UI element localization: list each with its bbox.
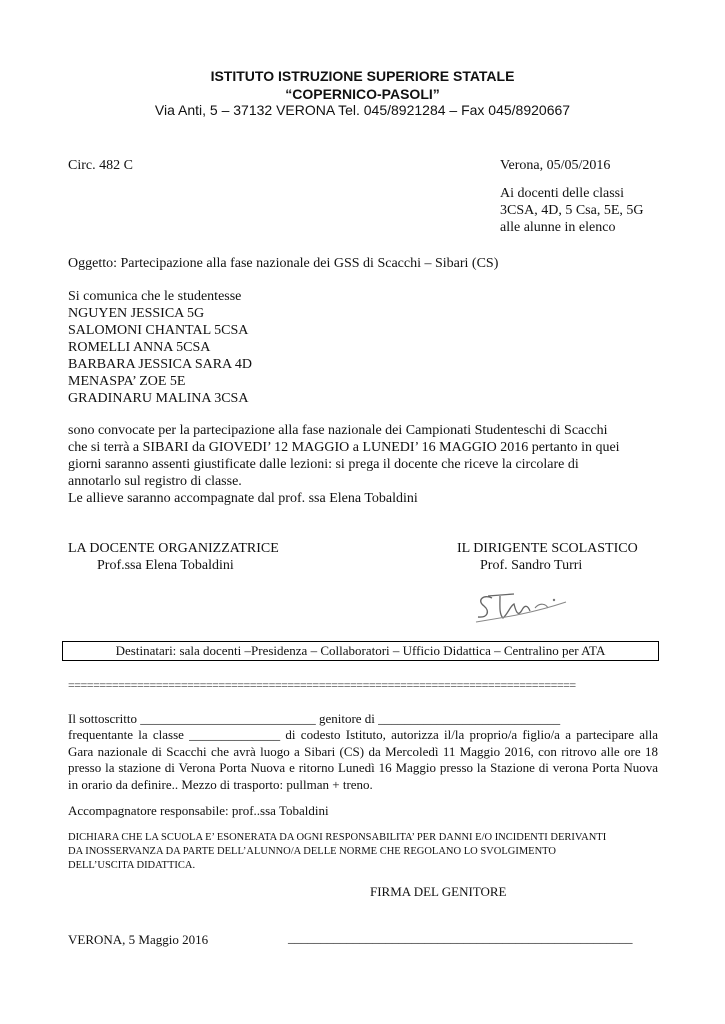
recipients-box: Destinatari: sala docenti –Presidenza – Collaboratori – Ufficio Didattica – Centralino per ATA xyxy=(62,641,659,661)
companion-line: Accompagnatore responsabile: prof..ssa Tobaldini xyxy=(68,803,329,818)
student-item: NGUYEN JESSICA 5G xyxy=(68,306,205,321)
left-signatory-role: LA DOCENTE ORGANIZZATRICE xyxy=(68,541,279,556)
student-item: ROMELLI ANNA 5CSA xyxy=(68,340,211,355)
left-signatory-name: Prof.ssa Elena Tobaldini xyxy=(97,558,234,573)
body-line: annotarlo sul registro di classe. xyxy=(68,474,242,489)
declaration-line: DA INOSSERVANZA DA PARTE DELL’ALUNNO/A DELLE NORME CHE REGOLANO LO SVOLGIMENTO xyxy=(68,846,556,857)
recipient-line: alle alunne in elenco xyxy=(500,220,616,235)
student-item: GRADINARU MALINA 3CSA xyxy=(68,391,249,406)
recipient-line: Ai docenti delle classi xyxy=(500,186,625,201)
recipients-block xyxy=(500,185,644,236)
parent-signature-label: FIRMA DEL GENITORE xyxy=(370,884,507,899)
body-line: giorni saranno assenti giustificate dalle lezioni: si prega il docente che riceve la circolare di xyxy=(68,457,579,472)
date-line: VERONA, 5 Maggio 2016 xyxy=(68,932,209,947)
place-date: Verona, 05/05/2016 xyxy=(500,158,611,173)
students-block xyxy=(68,288,252,407)
right-signatory-name: Prof. Sandro Turri xyxy=(480,558,583,573)
handwritten-signature xyxy=(470,584,590,626)
students-intro: Si comunica che le studentesse xyxy=(68,289,242,304)
student-item: SALOMONI CHANTAL 5CSA xyxy=(68,323,249,338)
student-item: MENASPA’ ZOE 5E xyxy=(68,374,186,389)
circular-number: Circ. 482 C xyxy=(68,158,133,173)
institute-address: Via Anti, 5 – 37132 VERONA Tel. 045/8921284 – Fax 045/8920667 xyxy=(154,102,571,118)
form-first-line: Il sottoscritto ___________________________ genitore di ____________________________ xyxy=(68,711,561,726)
institute-title: ISTITUTO ISTRUZIONE SUPERIORE STATALE xyxy=(210,68,515,84)
subject-line: Oggetto: Partecipazione alla fase nazionale dei GSS di Scacchi – Sibari (CS) xyxy=(68,256,499,271)
body-paragraph xyxy=(68,422,620,507)
body-line: che si terrà a SIBARI da GIOVEDI’ 12 MAGGIO a LUNEDI’ 16 MAGGIO 2016 pertanto in quei xyxy=(68,440,620,455)
body-line: sono convocate per la partecipazione alla fase nazionale dei Campionati Studenteschi di Scacchi xyxy=(68,423,608,438)
declaration-block xyxy=(68,831,606,873)
double-line-separator: ================================================================================= xyxy=(68,678,576,692)
right-signatory-role: IL DIRIGENTE SCOLASTICO xyxy=(457,541,638,556)
recipient-line: 3CSA, 4D, 5 Csa, 5E, 5G xyxy=(500,203,644,218)
body-line: Le allieve saranno accompagnate dal prof. ssa Elena Tobaldini xyxy=(68,491,418,506)
institute-name: “COPERNICO-PASOLI” xyxy=(285,86,440,102)
declaration-line: DELL’USCITA DIDATTICA. xyxy=(68,860,196,871)
declaration-line: DICHIARA CHE LA SCUOLA E’ ESONERATA DA OGNI RESPONSABILITA’ PER DANNI E/O INCIDENTI DERIVANTI xyxy=(68,832,607,843)
form-authorization-paragraph: frequentante la classe ______________ di codesto Istituto, autorizza il/la proprio/a figlio/a a partecipare alla Gara nazionale di Scacchi che avrà luogo a Sibari (CS) da Mercoledì 11 Maggio 2016, con ritrovo alle ore 18 presso la stazione di Verona Porta Nuova e ritorno Lunedì 16 Maggio presso la Stazione di verona Porta Nuova in orario da definire.. Mezzo di trasporto: pullman + treno. xyxy=(68,727,658,792)
student-item: BARBARA JESSICA SARA 4D xyxy=(68,357,253,372)
parent-signature-line: _____________________________________________________ xyxy=(288,930,633,945)
